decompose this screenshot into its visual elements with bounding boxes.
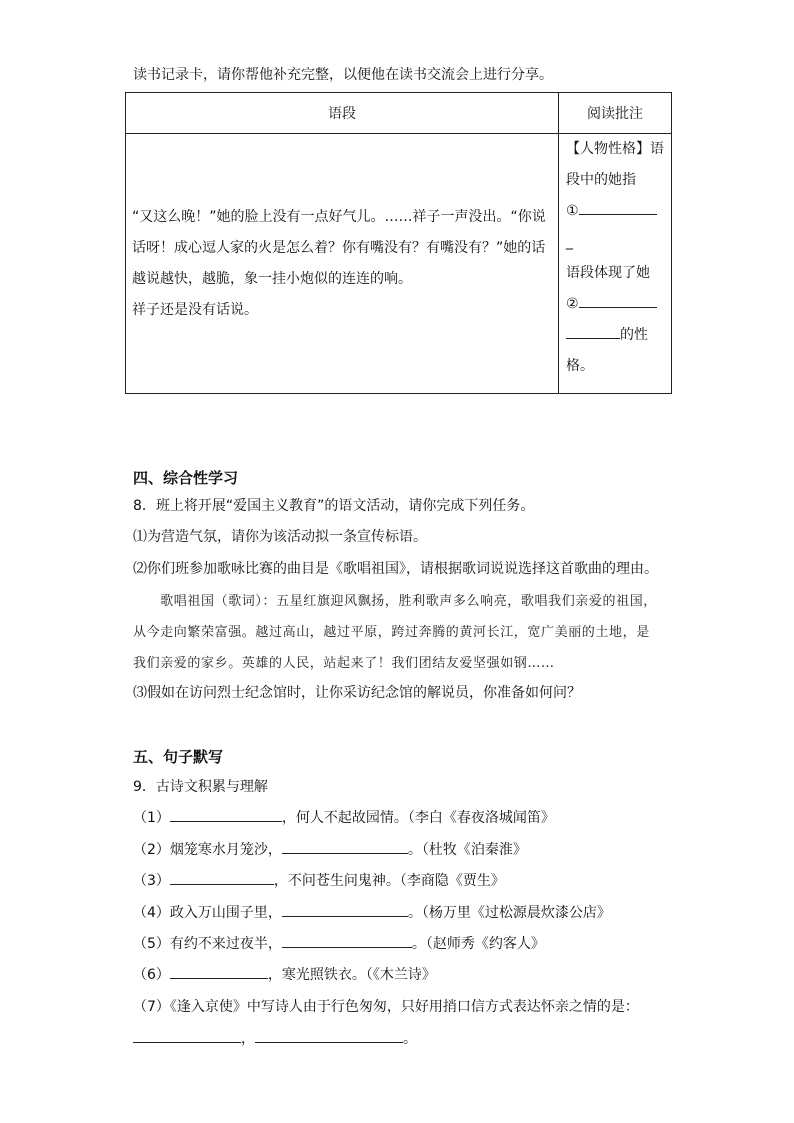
separator: ， (241, 1031, 255, 1047)
header-note: 阅读批注 (559, 93, 672, 134)
question-8-3: ⑶假如在访问烈士纪念馆时，让你采访纪念馆的解说员，你准备如何问？ (133, 685, 581, 701)
question-8: 8．班上将开展“爱国主义教育”的语文活动，请你完成下列任务。 (133, 498, 535, 514)
item-text: ，寒光照铁衣。（《木兰诗》 (267, 967, 436, 983)
passage-line: 越说越快，越脆，象一挂小炮似的连连的响。 (132, 270, 412, 287)
note-line: 语段体现了她 (566, 265, 650, 281)
poem-blank[interactable] (255, 1028, 403, 1043)
poem-blank[interactable] (282, 902, 408, 917)
item-number: （6） (133, 967, 170, 983)
item-text: 政入万山围子里， (169, 905, 282, 921)
section4-title: 四、综合性学习 (133, 469, 239, 487)
lyrics-line: 我们亲爱的家乡。英雄的人民，站起来了！我们团结友爱坚强如钢…… (133, 656, 555, 671)
reading-record-card (125, 92, 672, 394)
circled-one: ① (566, 203, 579, 219)
passage-line: 祥子还是没有话说。 (132, 301, 258, 318)
poem-item-3 (133, 870, 505, 890)
note-cell (559, 134, 672, 394)
question-8-2: ⑵你们班参加歌咏比赛的曲目是《歌唱祖国》，请根据歌词说说选择这首歌曲的理由。 (133, 561, 658, 577)
poem-blank[interactable] (133, 1028, 241, 1043)
item-text: 。（赵师秀《约客人》 (411, 936, 545, 952)
passage-line: 话呀！成心逗人家的火是怎么着？你有嘴没有？有嘴没有？”她的话 (132, 239, 546, 256)
item-number: （5） (133, 936, 170, 952)
poem-item-1 (133, 807, 555, 827)
intro-text: 读书记录卡，请你帮他补充完整，以便他在读书交流会上进行分享。 (133, 67, 553, 83)
poem-blank[interactable] (170, 807, 282, 822)
lyrics-line: 歌唱祖国（歌词）：五星红旗迎风飘扬，胜利歌声多么响亮，歌唱我们亲爱的祖国， (133, 594, 657, 609)
lyrics-line: 从今走向繁荣富强。越过高山，越过平原，跨过奔腾的黄河长江，宽广美丽的土地，是 (133, 625, 650, 640)
poem-blank[interactable] (282, 839, 408, 854)
circled-two: ② (566, 296, 579, 312)
item-text: ，不问苍生问鬼神。（李商隐《贾生》 (273, 873, 505, 889)
poem-blank[interactable] (170, 964, 268, 979)
answer-blank-1[interactable] (579, 200, 657, 215)
poem-item-4 (133, 902, 611, 922)
poem-blank[interactable] (282, 933, 412, 948)
header-passage: 语段 (126, 93, 559, 134)
item-number: （1） (133, 810, 170, 826)
note-dash: _ (566, 234, 573, 250)
note-blank-2-row (566, 289, 667, 320)
item-text: 。（杜牧《泊秦淮》 (407, 842, 527, 858)
note-blank-3-row (566, 320, 667, 351)
answer-blank-2[interactable] (579, 293, 657, 308)
poem-item-5 (133, 933, 545, 953)
item-number: （2） (133, 842, 170, 858)
period: 。 (403, 1031, 417, 1047)
note-blank-1-row (566, 196, 667, 227)
poem-blank[interactable] (170, 870, 274, 885)
poem-item-6 (133, 964, 436, 984)
item-text: 有约不来过夜半， (169, 936, 282, 952)
question-8-1: ⑴为营造气氛，请你为该活动拟一条宣传标语。 (133, 529, 427, 545)
item-number: （3） (133, 873, 170, 889)
item-text: 。（杨万里《过松源晨炊漆公店》 (407, 905, 611, 921)
item-text: ，何人不起故园情。（李白《春夜洛城闻笛》 (281, 810, 555, 826)
passage-cell (126, 134, 559, 394)
note-tail: 的性 (620, 327, 648, 343)
question-9: 9．古诗文积累与理解 (133, 779, 268, 795)
passage-line: “又这么晚！”她的脸上没有一点好气儿。……祥子一声没出。“你说 (132, 208, 546, 225)
poem-item-2 (133, 839, 527, 859)
poem-item-7-answer (133, 1028, 417, 1048)
note-line: 段中的她指 (566, 172, 636, 188)
note-line: 格。 (566, 358, 594, 374)
section5-title: 五、句子默写 (133, 748, 224, 766)
answer-blank-3[interactable] (566, 324, 620, 339)
note-line: 【人物性格】语 (566, 141, 664, 157)
item-text: 烟笼寒水月笼沙， (169, 842, 282, 858)
poem-item-7: （7）《逢入京使》中写诗人由于行色匆匆，只好用捎口信方式表达怀亲之情的是： (133, 999, 639, 1015)
item-number: （4） (133, 905, 170, 921)
